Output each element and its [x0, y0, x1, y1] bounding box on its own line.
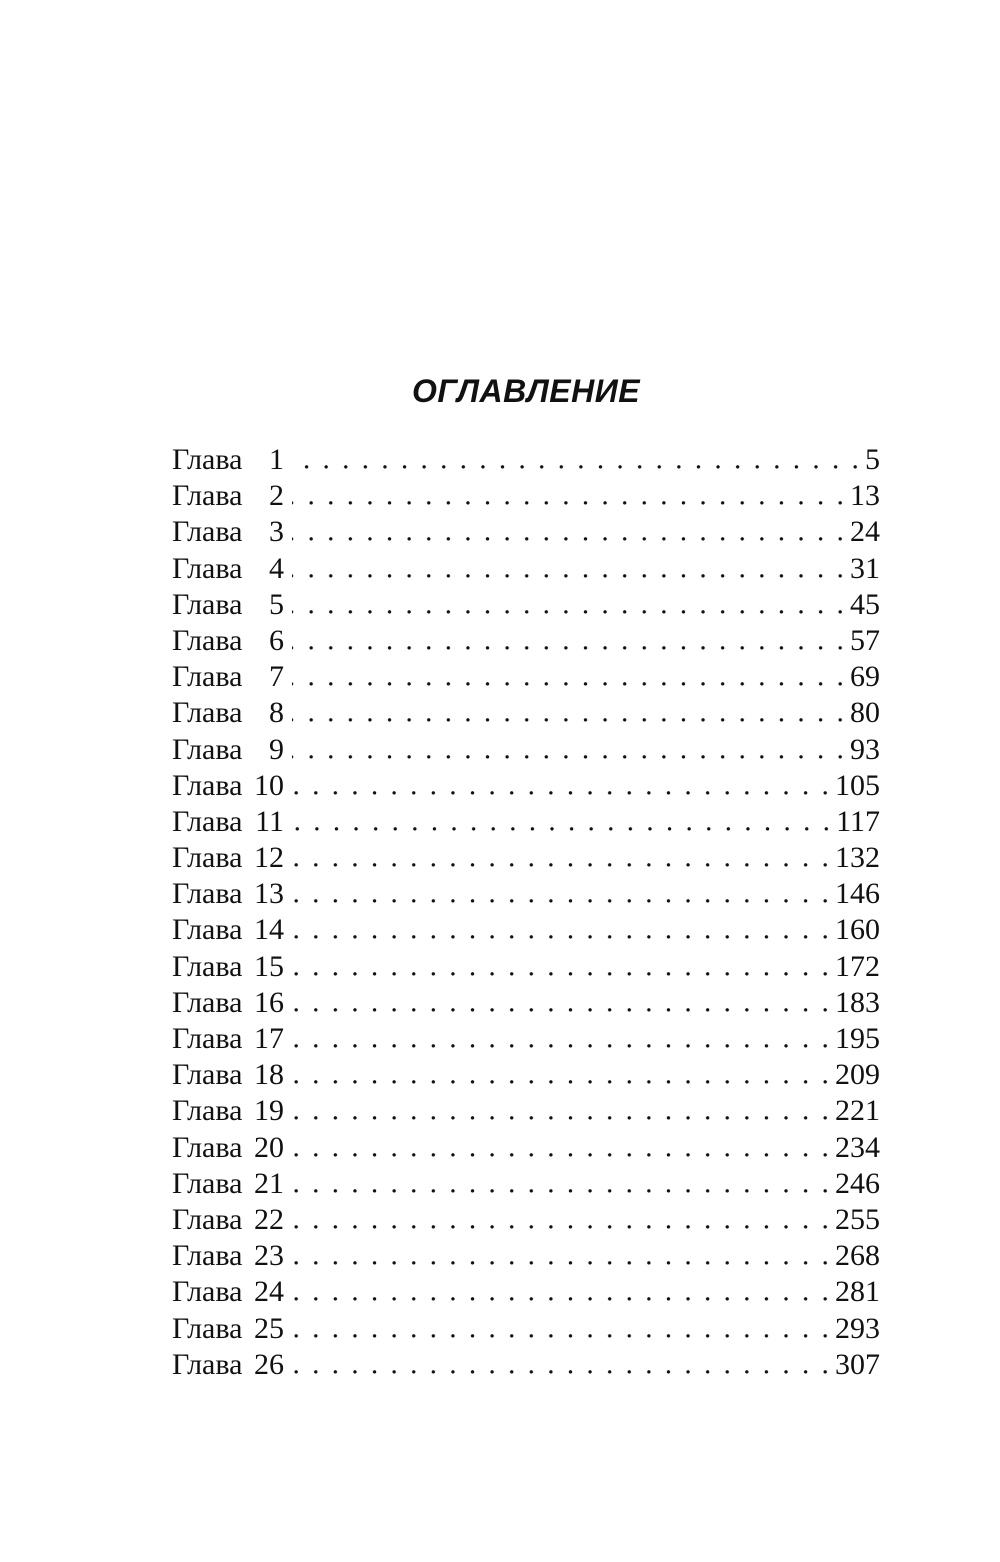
page-number: 117: [836, 804, 880, 838]
toc-entry: [172, 478, 880, 514]
chapter-label: Глава: [172, 949, 243, 983]
chapter-number: 23: [254, 1239, 284, 1273]
chapter-number: 8: [269, 696, 284, 730]
toc-entry: [172, 876, 880, 912]
chapter-label: Глава: [172, 1058, 243, 1092]
dot-leader: [292, 732, 850, 768]
page-number: 105: [835, 768, 880, 802]
chapter-number: 10: [254, 768, 284, 802]
dot-leader: [292, 1021, 835, 1057]
chapter-label: Глава: [172, 623, 243, 657]
chapter-label: Глава: [172, 841, 243, 875]
chapter-label: Глава: [172, 732, 243, 766]
toc-entry: [172, 1311, 880, 1347]
chapter-heading: [172, 1311, 284, 1347]
dot-leader: [292, 1311, 835, 1347]
chapter-heading: [172, 659, 284, 695]
dot-leader: [292, 587, 850, 623]
toc-entry: [172, 1166, 880, 1202]
chapter-heading: [172, 1130, 284, 1166]
chapter-heading: [172, 1057, 284, 1093]
toc-entry: [172, 949, 880, 985]
chapter-number: 3: [269, 515, 284, 549]
chapter-number: 4: [269, 551, 284, 585]
page-number: 5: [865, 443, 880, 476]
chapter-heading: [172, 768, 284, 804]
toc-entry: [172, 659, 880, 695]
page-number: 24: [850, 515, 880, 549]
page-number: 293: [835, 1311, 880, 1345]
page-number: 234: [835, 1130, 880, 1164]
chapter-heading: [172, 1274, 284, 1310]
chapter-heading: [172, 1347, 284, 1383]
chapter-label: Глава: [172, 479, 243, 513]
chapter-heading: [172, 623, 284, 659]
chapter-number: 2: [269, 479, 284, 513]
dot-leader: [292, 912, 835, 948]
chapter-heading: [172, 1238, 284, 1274]
toc-entry: [172, 1274, 880, 1310]
chapter-label: Глава: [172, 660, 243, 694]
chapter-label: Глава: [172, 1347, 243, 1381]
chapter-label: Глава: [172, 1239, 243, 1273]
chapter-number: 17: [254, 1022, 284, 1055]
page-number: 268: [835, 1239, 880, 1273]
toc-entry: [172, 840, 880, 876]
chapter-number: 25: [254, 1311, 284, 1345]
chapter-label: Глава: [172, 587, 243, 621]
chapter-heading: [172, 695, 284, 731]
dot-leader: [292, 695, 850, 731]
page-number: 80: [850, 696, 880, 730]
chapter-heading: [172, 587, 284, 623]
toc-entry: [172, 985, 880, 1021]
page-number: 45: [850, 587, 880, 621]
dot-leader: [292, 1057, 835, 1093]
dot-leader: [292, 1274, 835, 1310]
dot-leader: [292, 1130, 835, 1166]
toc-entry: [172, 912, 880, 948]
chapter-number: 21: [254, 1166, 284, 1200]
dot-leader: [292, 659, 850, 695]
toc-entry: [172, 551, 880, 587]
toc-entry: [172, 732, 880, 768]
page-number: 281: [835, 1275, 880, 1309]
toc-entry: [172, 1057, 880, 1093]
chapter-number: 26: [254, 1347, 284, 1381]
chapter-heading: [172, 1166, 284, 1202]
dot-leader: [292, 1202, 835, 1238]
page-number: 31: [850, 551, 880, 585]
dot-leader: [292, 949, 835, 985]
chapter-heading: [172, 732, 284, 768]
chapter-heading: [172, 478, 284, 514]
chapter-heading: [172, 876, 284, 912]
chapter-label: Глава: [172, 985, 243, 1019]
dot-leader: [292, 768, 835, 804]
chapter-heading: [172, 840, 284, 876]
page-number: 246: [835, 1166, 880, 1200]
toc-entry: [172, 1130, 880, 1166]
chapter-label: Глава: [172, 696, 243, 730]
page-number: 209: [835, 1058, 880, 1092]
chapter-number: 11: [255, 804, 284, 838]
page-number: 195: [835, 1022, 880, 1055]
chapter-number: 12: [254, 841, 284, 875]
page-number: 183: [835, 985, 880, 1019]
chapter-number: 1: [269, 443, 284, 476]
chapter-number: 9: [269, 732, 284, 766]
chapter-label: Глава: [172, 1022, 243, 1055]
page-number: 255: [835, 1202, 880, 1236]
toc-entry: [172, 1202, 880, 1238]
dot-leader: [292, 1347, 835, 1383]
dot-leader: [292, 876, 835, 912]
chapter-label: Глава: [172, 1275, 243, 1309]
page-number: 13: [850, 479, 880, 513]
chapter-heading: [172, 1202, 284, 1238]
chapter-number: 18: [254, 1058, 284, 1092]
toc-entry: [172, 1238, 880, 1274]
chapter-label: Глава: [172, 443, 243, 476]
chapter-number: 13: [254, 877, 284, 911]
chapter-heading: [172, 514, 284, 550]
chapter-number: 22: [254, 1202, 284, 1236]
toc-entry: [172, 804, 880, 840]
dot-leader: [292, 1238, 835, 1274]
chapter-heading: [172, 1021, 284, 1057]
chapter-number: 19: [254, 1094, 284, 1128]
page-number: 307: [835, 1347, 880, 1381]
chapter-label: Глава: [172, 1166, 243, 1200]
chapter-number: 5: [269, 587, 284, 621]
chapter-label: Глава: [172, 768, 243, 802]
dot-leader: [292, 623, 850, 659]
dot-leader: [292, 514, 850, 550]
chapter-label: Глава: [172, 913, 243, 947]
toc-entry: [172, 1021, 880, 1057]
page-number: 57: [850, 623, 880, 657]
toc-entry: [172, 1093, 880, 1129]
page-number: 132: [835, 841, 880, 875]
table-of-contents: [172, 442, 880, 1383]
dot-leader: [292, 442, 865, 478]
chapter-number: 14: [254, 913, 284, 947]
page-number: 160: [835, 913, 880, 947]
chapter-label: Глава: [172, 1094, 243, 1128]
dot-leader: [292, 478, 850, 514]
dot-leader: [292, 985, 835, 1021]
chapter-number: 24: [254, 1275, 284, 1309]
chapter-heading: [172, 804, 284, 840]
chapter-heading: [172, 442, 284, 478]
dot-leader: [292, 551, 850, 587]
chapter-label: Глава: [172, 804, 243, 838]
chapter-heading: [172, 551, 284, 587]
chapter-number: 16: [254, 985, 284, 1019]
page-number: 221: [835, 1094, 880, 1128]
chapter-label: Глава: [172, 515, 243, 549]
chapter-number: 7: [269, 660, 284, 694]
toc-entry: [172, 442, 880, 478]
chapter-number: 20: [254, 1130, 284, 1164]
chapter-label: Глава: [172, 1202, 243, 1236]
toc-entry: [172, 768, 880, 804]
toc-entry: [172, 587, 880, 623]
dot-leader: [292, 1166, 835, 1202]
chapter-number: 15: [254, 949, 284, 983]
chapter-label: Глава: [172, 1130, 243, 1164]
page-number: 146: [835, 877, 880, 911]
toc-entry: [172, 514, 880, 550]
chapter-heading: [172, 949, 284, 985]
page-number: 93: [850, 732, 880, 766]
dot-leader: [292, 804, 836, 840]
dot-leader: [292, 1093, 835, 1129]
chapter-label: Глава: [172, 1311, 243, 1345]
toc-entry: [172, 623, 880, 659]
page-number: 172: [835, 949, 880, 983]
chapter-label: Глава: [172, 551, 243, 585]
page-title: ОГЛАВЛЕНИЕ: [411, 373, 641, 409]
toc-entry: [172, 1347, 880, 1383]
chapter-label: Глава: [172, 877, 243, 911]
chapter-heading: [172, 1093, 284, 1129]
chapter-heading: [172, 912, 284, 948]
toc-entry: [172, 695, 880, 731]
dot-leader: [292, 840, 835, 876]
chapter-heading: [172, 985, 284, 1021]
page-number: 69: [850, 660, 880, 694]
chapter-number: 6: [269, 623, 284, 657]
